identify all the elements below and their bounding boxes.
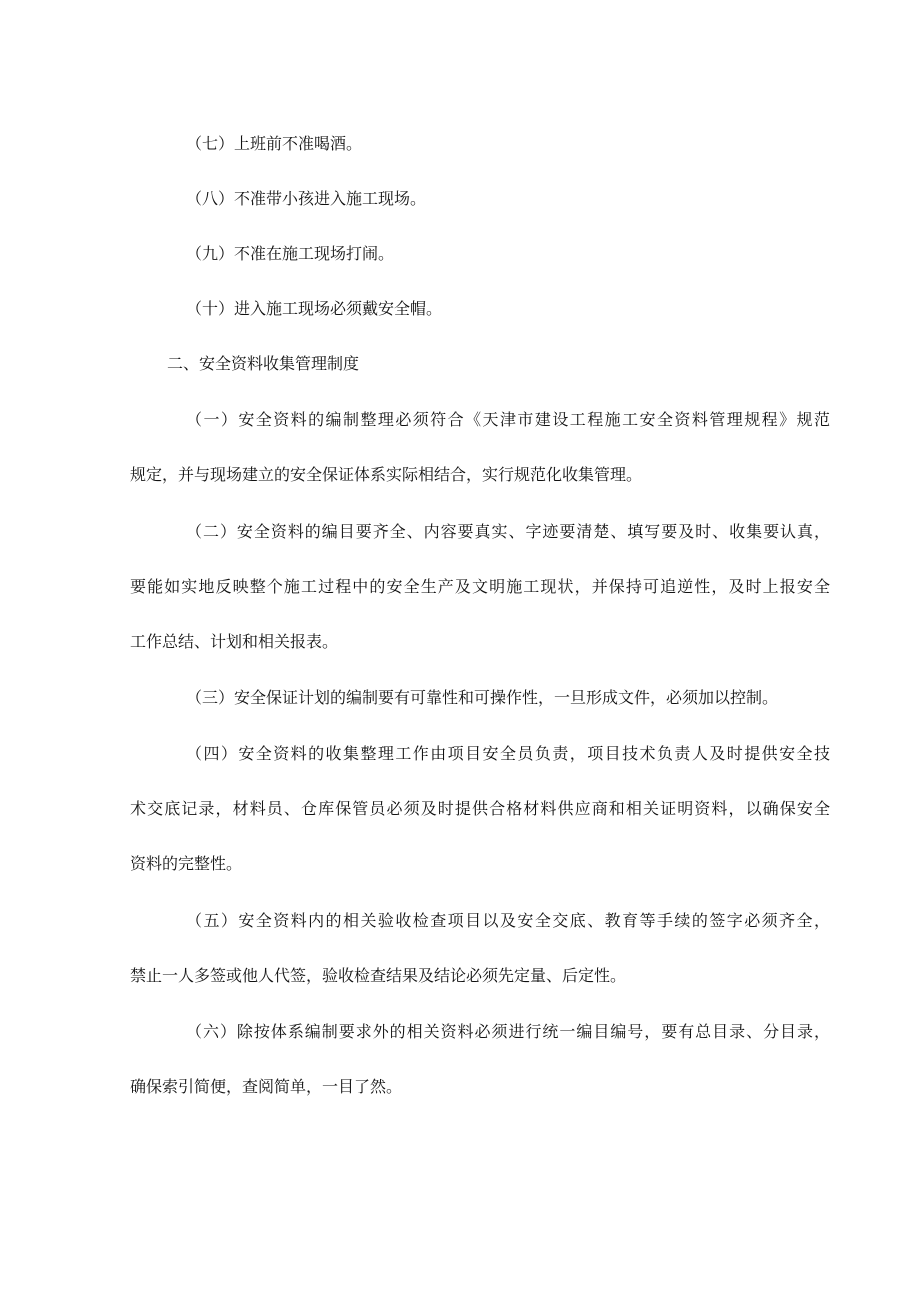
paragraph-5-line-1: （五）安全资料内的相关验收检查项目以及安全交底、教育等手续的签字必须齐全， [186,911,830,930]
paragraph-1-line-2: 规定，并与现场建立的安全保证体系实际相结合，实行规范化收集管理。 [130,465,643,484]
list-item-8: （八）不准带小孩进入施工现场。 [186,189,427,208]
paragraph-2-line-2: 要能如实地反映整个施工过程中的安全生产及文明施工现状，并保持可追逆性，及时上报安全 [130,577,830,596]
paragraph-5-line-2: 禁止一人多签或他人代签，验收检查结果及结论必须先定量、后定性。 [130,966,627,985]
paragraph-4-line-3: 资料的完整性。 [130,854,243,873]
paragraph-6-line-1: （六）除按体系编制要求外的相关资料必须进行统一编目编号，要有总目录、分目录， [186,1022,830,1041]
paragraph-2-line-3: 工作总结、计划和相关报表。 [130,632,339,651]
paragraph-4-line-1: （四）安全资料的收集整理工作由项目安全员负责，项目技术负责人及时提供安全技 [186,744,830,763]
list-item-7: （七）上班前不准喝酒。 [186,134,363,153]
list-item-10: （十）进入施工现场必须戴安全帽。 [186,299,443,318]
paragraph-1-line-1: （一）安全资料的编制整理必须符合《天津市建设工程施工安全资料管理规程》规范 [186,410,830,429]
paragraph-6-line-2: 确保索引简便，查阅简单，一目了然。 [130,1077,403,1096]
list-item-9: （九）不准在施工现场打闹。 [186,244,395,263]
paragraph-2-line-1: （二）安全资料的编目要齐全、内容要真实、字迹要清楚、填写要及时、收集要认真， [186,522,830,541]
paragraph-4-line-2: 术交底记录，材料员、仓库保管员必须及时提供合格材料供应商和相关证明资料，以确保安全 [130,799,830,818]
paragraph-3-line-1: （三）安全保证计划的编制要有可靠性和可操作性，一旦形成文件，必须加以控制。 [186,688,779,707]
section-heading: 二、安全资料收集管理制度 [167,354,360,373]
